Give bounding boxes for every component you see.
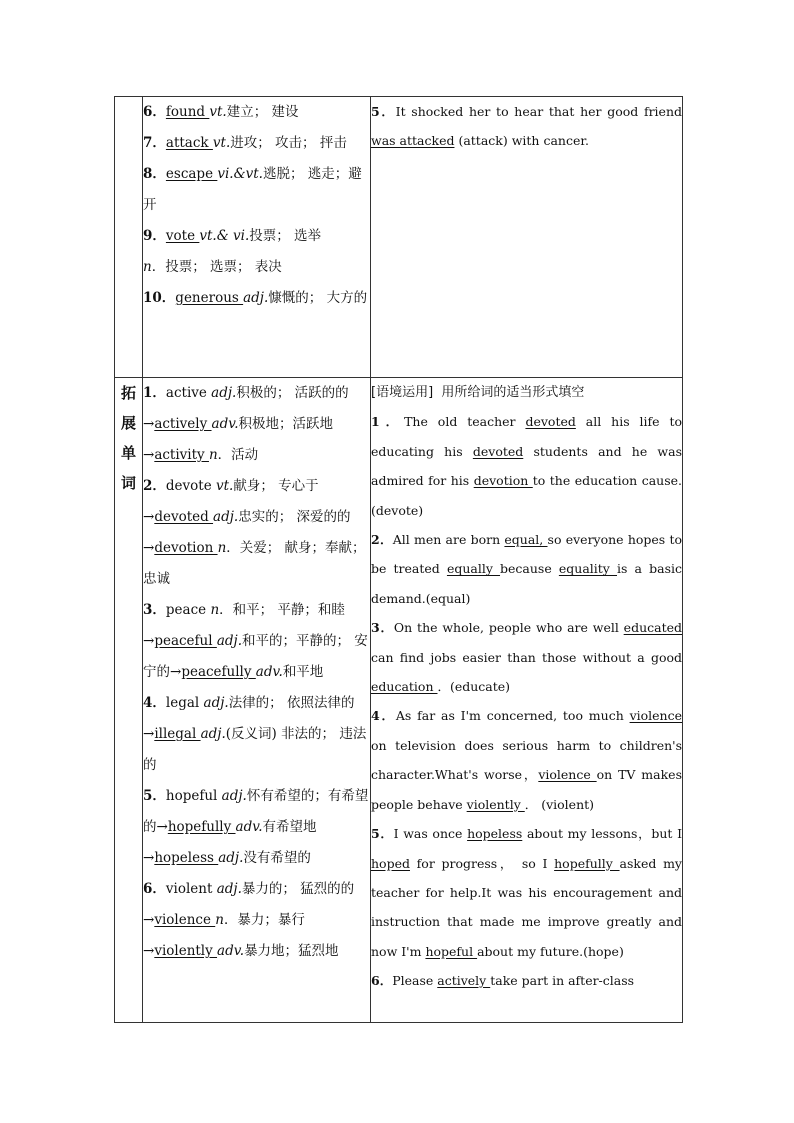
exercise-6: 6．Please actively take part in after-class: [371, 973, 635, 989]
vocab-item-7: 7．attack vt.进攻； 攻击； 抨击: [143, 135, 347, 151]
word-family-5: 5．hopeful adj.怀有希望的；有希望的→hopefully adv.有希望地→hopeless adj.没有希望的: [143, 788, 369, 866]
side-label-char: 拓: [120, 384, 136, 402]
side-label-char: 展: [120, 414, 136, 432]
sentence-5: 5．It shocked her to hear that her good friend was attacked (attack) with cancer.: [371, 104, 683, 149]
side-label-char: 单: [120, 444, 136, 462]
exercise-title: 用所给词的适当形式填空: [441, 385, 585, 400]
vocab-item-9: 9．vote vt.& vi.投票； 选举 n．投票； 选票； 表决: [143, 228, 322, 275]
sentence-cell: [371, 97, 683, 378]
exercise-tag: [语境运用]: [371, 385, 434, 400]
exercise-2: 2．All men are born equal, so everyone hopes to be treated equally because equality is a basic demand.(equal): [371, 532, 682, 606]
exercise-4: 4．As far as I'm concerned, too much violence on television does serious harm to children's character.What's worse，violence on TV makes people behave violently ． (violent): [371, 708, 682, 812]
exercise-cell: [371, 378, 683, 1023]
vocab-item-10: 10．generous adj.慷慨的； 大方的: [143, 290, 368, 306]
table-row: [115, 378, 683, 1023]
side-label-char: 词: [120, 474, 136, 492]
exercise-1: 1．The old teacher devoted all his life to educating his devoted students and he was admired for his devotion to the education cause.(devote): [371, 414, 683, 518]
vocab-item-6: 6．found vt.建立； 建设: [143, 104, 299, 120]
side-cell-empty: [115, 97, 143, 378]
side-label-cell: [115, 378, 143, 1023]
word-family-3: 3．peace n．和平； 平静；和睦→peaceful adj.和平的；平静的； 安宁的→peacefully adv.和平地: [143, 602, 368, 680]
exercise-heading: [371, 378, 682, 407]
exercise-5: 5．I was once hopeless about my lessons，but I hoped for progress， so I hopefully asked my teacher for help.It was his encouragement and instruction that made me improve greatly and now I'm hopeful about my future.(hope): [371, 826, 683, 959]
exercise-3: 3．On the whole, people who are well educated can find jobs easier than those without a good education ．(educate): [371, 620, 682, 695]
vocabulary-table: [114, 96, 683, 1023]
table-row: [115, 97, 683, 378]
vocab-item-8: 8．escape vi.&vt.逃脱； 逃走；避开: [143, 166, 362, 213]
expanded-words-cell: [143, 378, 371, 1023]
word-family-4: 4．legal adj.法律的； 依照法律的→illegal adj.(反义词) 非法的； 违法的: [143, 695, 367, 773]
word-family-2: 2．devote vt.献身； 专心于→devoted adj.忠实的； 深爱的的→devotion n．关爱； 献身；奉献； 忠诚: [143, 478, 366, 587]
vocab-list-cell: [143, 97, 371, 378]
word-family-6: 6．violent adj.暴力的； 猛烈的的→violence n．暴力；暴行→violently adv.暴力地；猛烈地: [143, 881, 355, 959]
word-family-1: 1．active adj.积极的； 活跃的的→actively adv.积极地；活跃地→activity n．活动: [143, 385, 349, 463]
